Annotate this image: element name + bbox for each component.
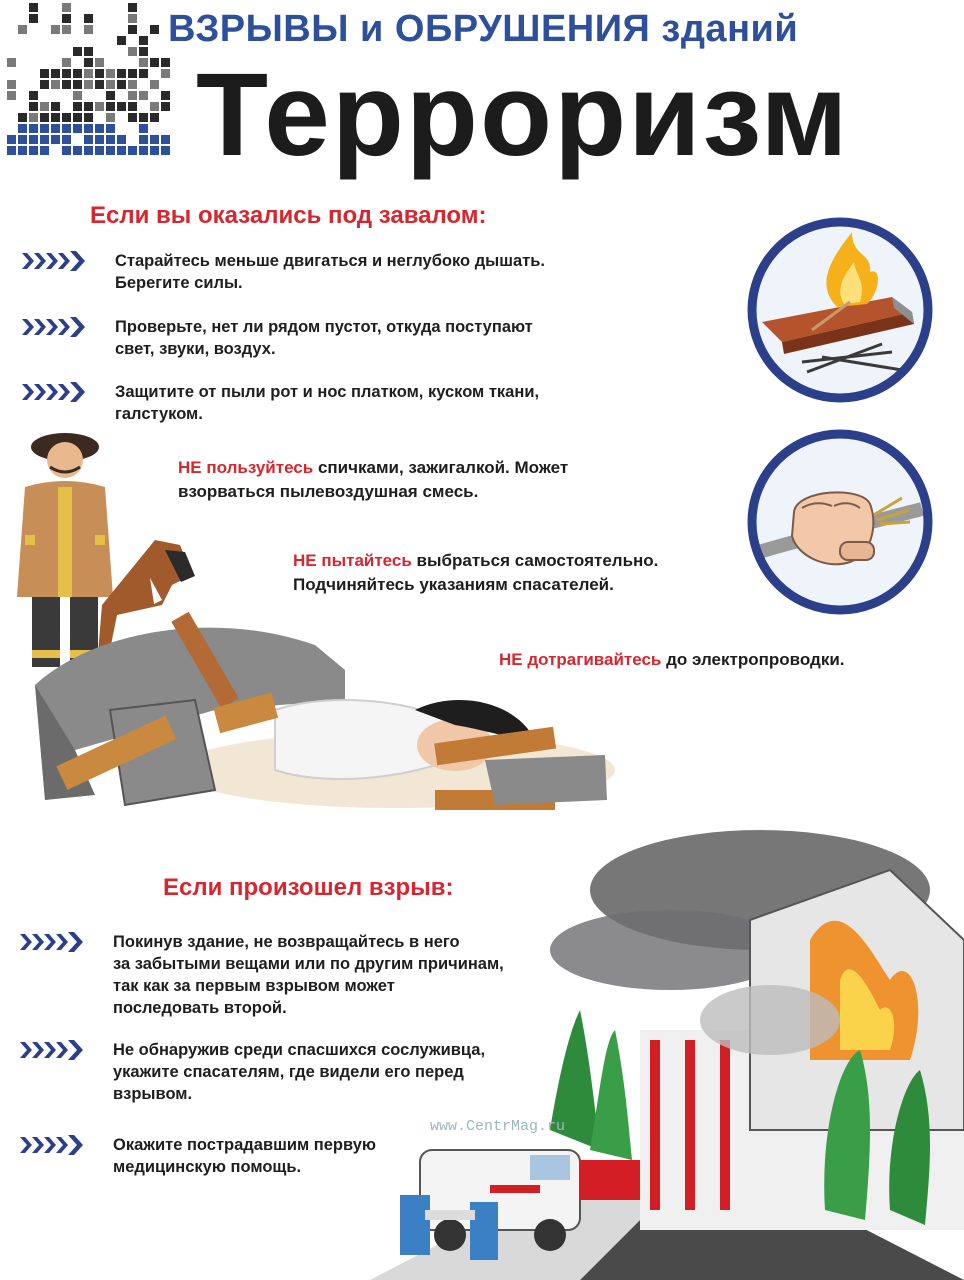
chevrons-icon xyxy=(22,250,86,272)
chevrons-icon xyxy=(22,381,86,403)
poster-subtitle: ВЗРЫВЫ и ОБРУШЕНИЯ зданий xyxy=(168,8,799,50)
chevrons-icon xyxy=(20,931,84,953)
poster-title: Терроризм xyxy=(196,49,850,181)
matches-fire-icon xyxy=(742,212,938,408)
watermark: www.CentrMag.ru xyxy=(430,1118,566,1135)
list-item: Покинув здание, не возвращайтесь в него за забытыми вещами или по другим причинам, так как за первым взрывом может последовать второй. xyxy=(113,933,504,1017)
section-heading-collapse: Если вы оказались под завалом: xyxy=(90,202,487,229)
list-item: Не обнаружив среди спасшихся сослуживца, укажите спасателям, где видели его перед взрывом. xyxy=(113,1041,486,1103)
chevrons-icon xyxy=(20,1039,84,1061)
rubble-victim-illustration xyxy=(15,590,615,830)
list-item: Проверьте, нет ли рядом пустот, откуда поступают свет, звуки, воздух. xyxy=(115,318,533,358)
list-item: Окажите пострадавшим первую медицинскую помощь. xyxy=(113,1136,376,1176)
list-item: Защитите от пыли рот и нос платком, куском ткани, галстуком. xyxy=(115,383,540,423)
warning-matches: НЕ пользуйтесь спичками, зажигалкой. Может взорваться пылевоздушная смесь. xyxy=(178,458,569,501)
explosion-scene-illustration xyxy=(370,830,964,1280)
chevrons-icon xyxy=(20,1134,84,1156)
warning-wiring: НЕ дотрагивайтесь до электропроводки. xyxy=(499,650,845,669)
hand-wire-icon xyxy=(742,424,938,620)
chevrons-icon xyxy=(22,316,86,338)
pixel-mosaic-logo xyxy=(6,2,174,162)
section-heading-explosion: Если произошел взрыв: xyxy=(163,874,454,901)
list-item: Старайтесь меньше двигаться и неглубоко дышать. Берегите силы. xyxy=(115,252,545,292)
warning-self-rescue: НЕ пытайтесь выбраться самостоятельно. Подчиняйтесь указаниям спасателей. xyxy=(293,551,659,594)
